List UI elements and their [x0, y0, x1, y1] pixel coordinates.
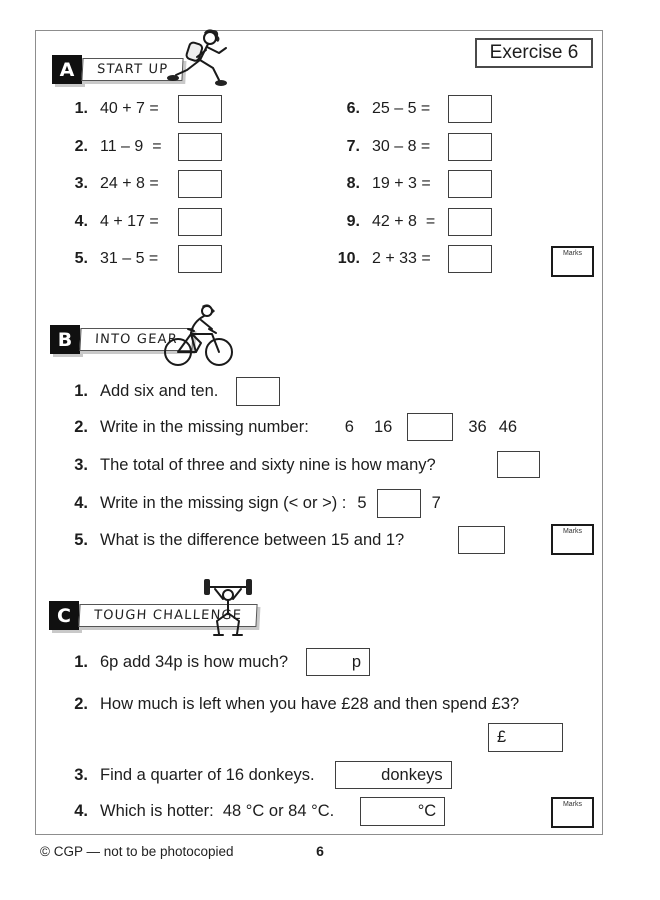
answer-unit: donkeys	[381, 765, 443, 784]
weightlifter-illustration	[202, 576, 254, 640]
question-number: 6.	[346, 100, 360, 117]
answer-box[interactable]	[335, 761, 452, 789]
question-expression: 4 + 17 =	[100, 212, 159, 230]
question-row-a9	[326, 208, 492, 236]
section-a-right-column	[326, 95, 492, 283]
question-row-b4	[58, 489, 441, 518]
section-c-title: TOUGH CHALLENGE	[78, 604, 257, 627]
question-expression: 40 + 7 =	[100, 100, 159, 117]
question-number: 1.	[74, 100, 88, 117]
question-expression: 25 – 5 =	[372, 100, 431, 117]
answer-box[interactable]	[448, 245, 492, 273]
question-expression: 2 + 33 =	[372, 250, 431, 267]
question-expression: 31 – 5 =	[100, 250, 159, 267]
question-text: How much is left when you have £28 and then spend £3?	[100, 694, 520, 713]
answer-box[interactable]	[448, 208, 492, 236]
question-row-a6	[326, 95, 492, 123]
question-number: 3.	[74, 455, 88, 474]
question-row-b1	[58, 377, 280, 406]
question-number: 1.	[74, 652, 88, 671]
sequence-number: 6	[344, 417, 354, 436]
comparison-right-number: 7	[431, 494, 441, 512]
question-row-a3	[58, 170, 222, 198]
question-text: What is the difference between 15 and 1?	[100, 530, 405, 549]
question-row-c1	[58, 648, 370, 676]
question-text: Which is hotter: 48 °C or 84 °C.	[100, 802, 335, 820]
question-number: 2.	[74, 694, 88, 713]
question-row-a2	[58, 133, 222, 161]
answer-box[interactable]	[458, 526, 505, 554]
answer-box[interactable]	[448, 95, 492, 123]
marks-label: Marks	[562, 801, 583, 808]
answer-box[interactable]	[360, 797, 445, 826]
question-number: 5.	[74, 530, 88, 549]
question-number: 4.	[74, 802, 88, 820]
answer-box[interactable]	[488, 723, 563, 752]
section-a-title: START UP	[81, 58, 183, 81]
question-number: 7.	[346, 137, 360, 155]
marks-label: Marks	[562, 250, 583, 257]
answer-box[interactable]	[407, 413, 453, 441]
answer-box[interactable]	[178, 208, 222, 236]
answer-box[interactable]	[448, 170, 492, 198]
marks-box[interactable]	[551, 797, 594, 828]
answer-unit: £	[497, 728, 507, 746]
marks-box[interactable]	[551, 524, 594, 555]
question-number: 4.	[74, 494, 88, 512]
question-text: Add six and ten.	[100, 382, 219, 400]
question-number: 3.	[74, 175, 88, 192]
question-expression: 11 – 9 =	[100, 137, 162, 155]
question-number: 4.	[74, 212, 88, 230]
question-number: 10.	[337, 250, 360, 267]
answer-unit: °C	[417, 802, 437, 820]
marks-label: Marks	[562, 528, 583, 535]
marks-box[interactable]	[551, 246, 594, 277]
question-number: 8.	[346, 175, 360, 192]
question-row-a8	[326, 170, 492, 198]
answer-box[interactable]	[178, 95, 222, 123]
section-c-letter: C	[49, 601, 79, 630]
comparison-left-number: 5	[357, 494, 367, 512]
question-number: 1.	[74, 382, 88, 400]
answer-box[interactable]	[306, 648, 370, 676]
question-row-a10	[326, 245, 492, 273]
question-row-a5	[58, 245, 222, 273]
question-row-b3	[58, 451, 436, 479]
runner-illustration	[158, 26, 236, 88]
question-expression: 19 + 3 =	[372, 175, 431, 192]
question-text: Write in the missing sign (< or >) :	[100, 494, 347, 512]
copyright-notice: © CGP — not to be photocopied	[40, 844, 234, 859]
answer-box[interactable]	[377, 489, 421, 518]
question-row-a4	[58, 208, 222, 236]
question-text: The total of three and sixty nine is how many?	[100, 455, 436, 474]
section-a-letter: A	[52, 55, 82, 84]
answer-box[interactable]	[178, 245, 222, 273]
question-expression: 24 + 8 =	[100, 175, 159, 192]
section-b-letter: B	[50, 325, 80, 354]
answer-box[interactable]	[178, 170, 222, 198]
answer-box[interactable]	[497, 451, 540, 478]
question-number: 2.	[74, 137, 88, 155]
question-row-c3	[58, 761, 452, 789]
sequence-number: 36	[468, 417, 487, 436]
sequence-number: 16	[373, 417, 393, 436]
question-number: 5.	[74, 250, 88, 267]
section-b-title: INTO GEAR	[79, 328, 193, 351]
question-number: 2.	[74, 417, 88, 436]
question-row-a1	[58, 95, 222, 123]
question-text: 6p add 34p is how much?	[100, 652, 289, 671]
question-row-c4	[58, 797, 445, 826]
question-expression: 42 + 8 =	[372, 212, 436, 230]
section-a-left-column	[58, 95, 222, 283]
exercise-number-badge	[475, 38, 593, 68]
question-number: 9.	[346, 212, 360, 230]
question-number: 3.	[74, 765, 88, 784]
answer-unit: p	[351, 652, 362, 671]
question-row-c2	[58, 690, 519, 718]
answer-box[interactable]	[178, 133, 222, 161]
exercise-label: Exercise 6	[489, 42, 579, 63]
question-expression: 30 – 8 =	[372, 137, 431, 155]
page-number: 6	[316, 843, 324, 859]
answer-box[interactable]	[448, 133, 492, 161]
question-text: Find a quarter of 16 donkeys.	[100, 765, 315, 784]
question-text: Write in the missing number:	[100, 417, 309, 436]
question-row-b5	[58, 526, 404, 554]
sequence-number: 46	[498, 417, 518, 436]
question-row-b2	[58, 413, 517, 441]
question-row-a7	[326, 133, 492, 161]
cyclist-illustration	[160, 300, 238, 368]
answer-box[interactable]	[236, 377, 280, 406]
